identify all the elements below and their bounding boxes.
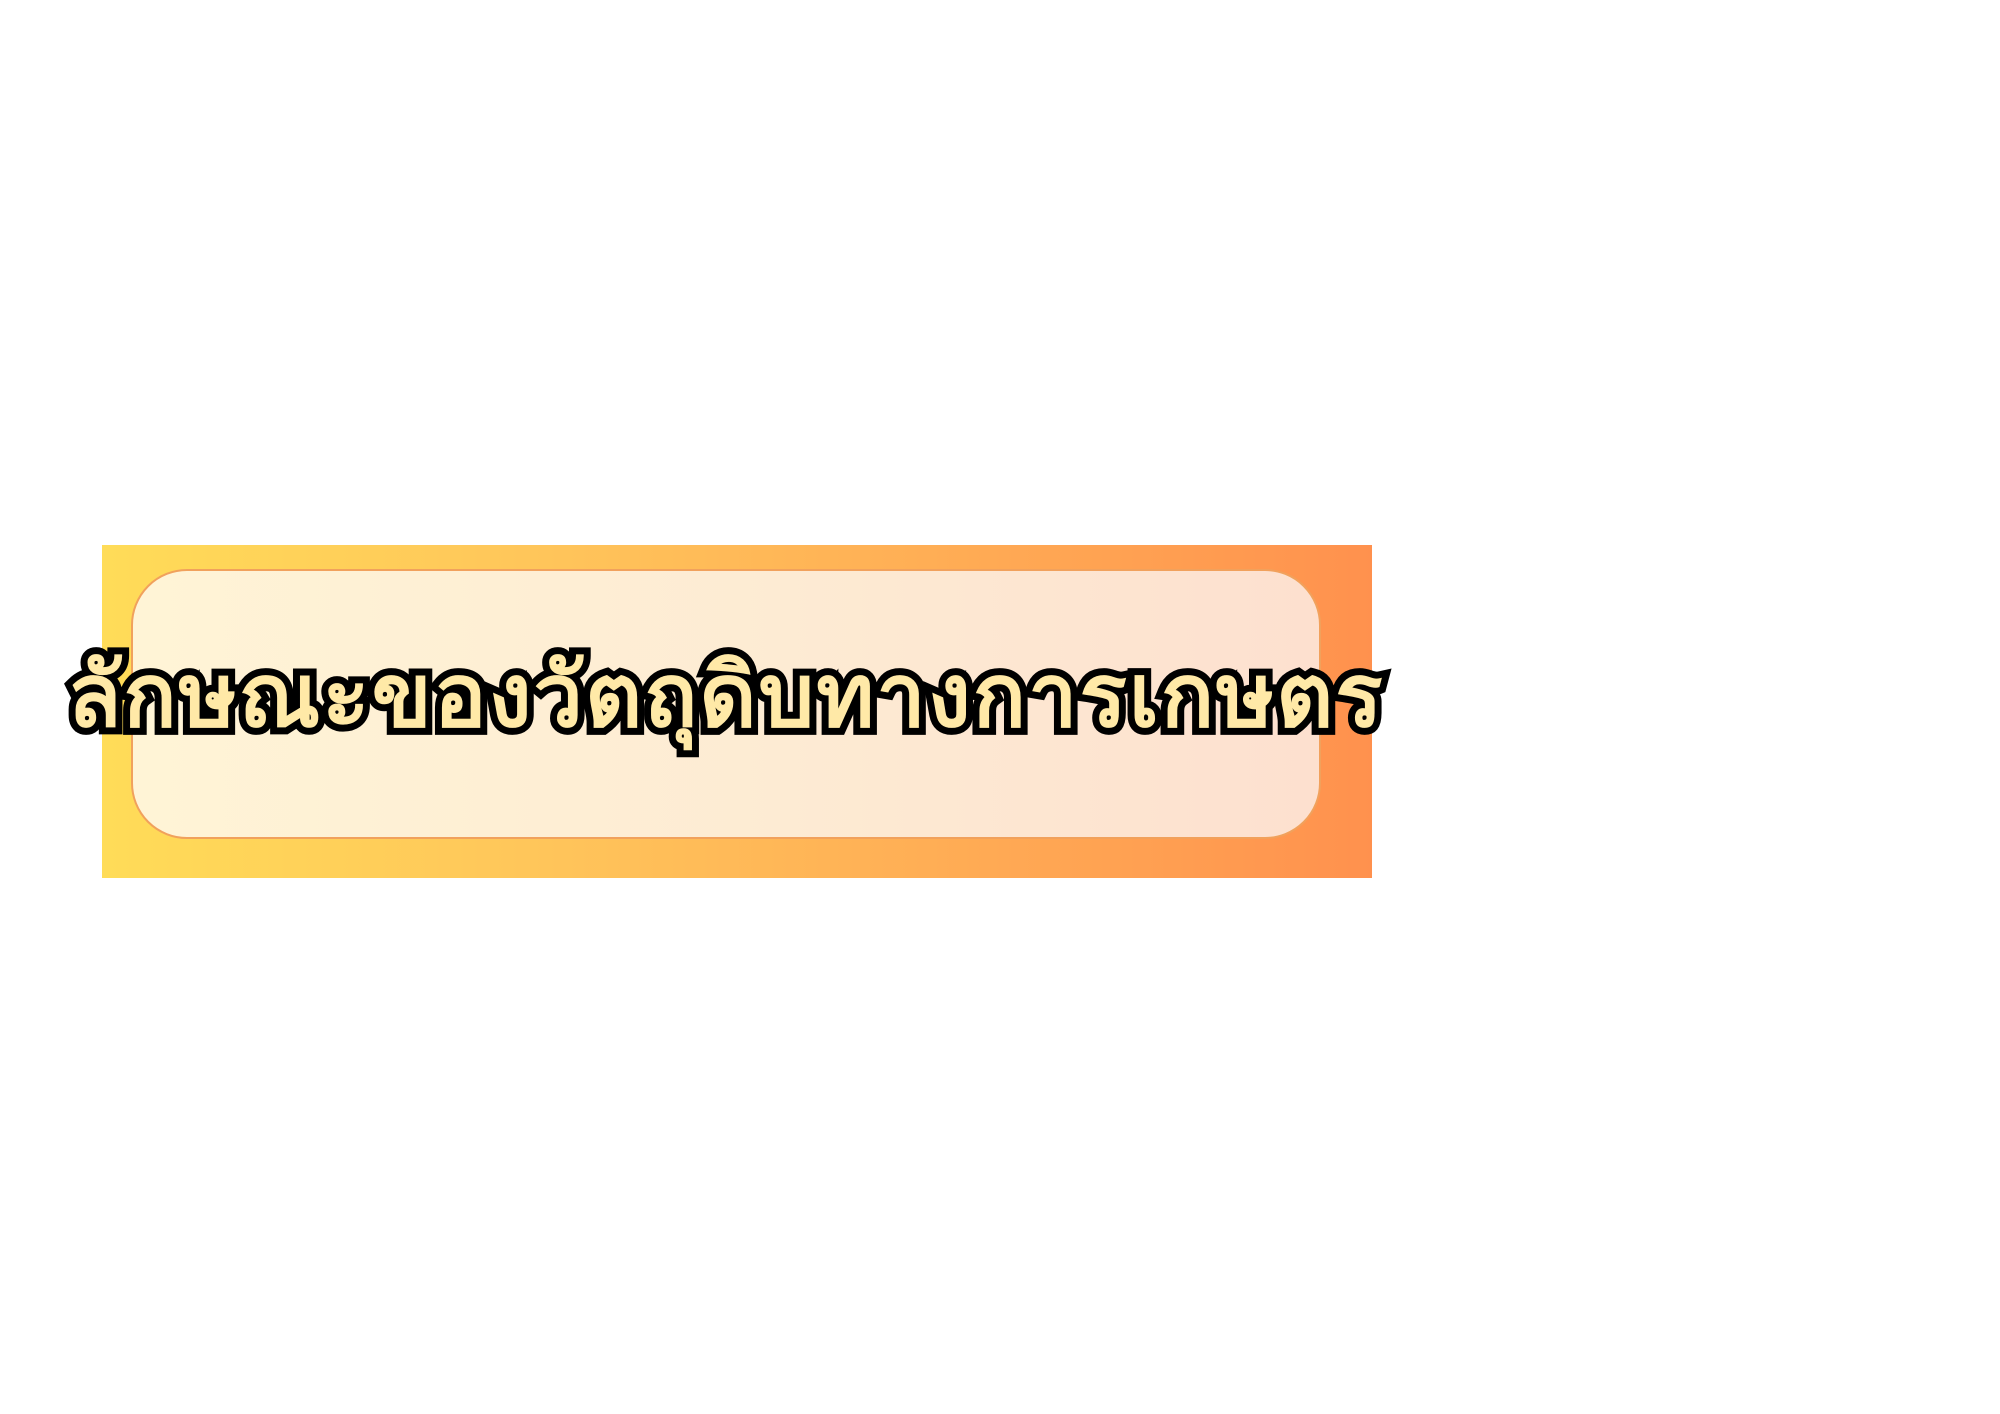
page-title: ลักษณะของวัตถุดิบทางการเกษตร — [67, 644, 1385, 748]
title-panel — [67, 569, 1385, 839]
title-banner — [67, 545, 1385, 878]
